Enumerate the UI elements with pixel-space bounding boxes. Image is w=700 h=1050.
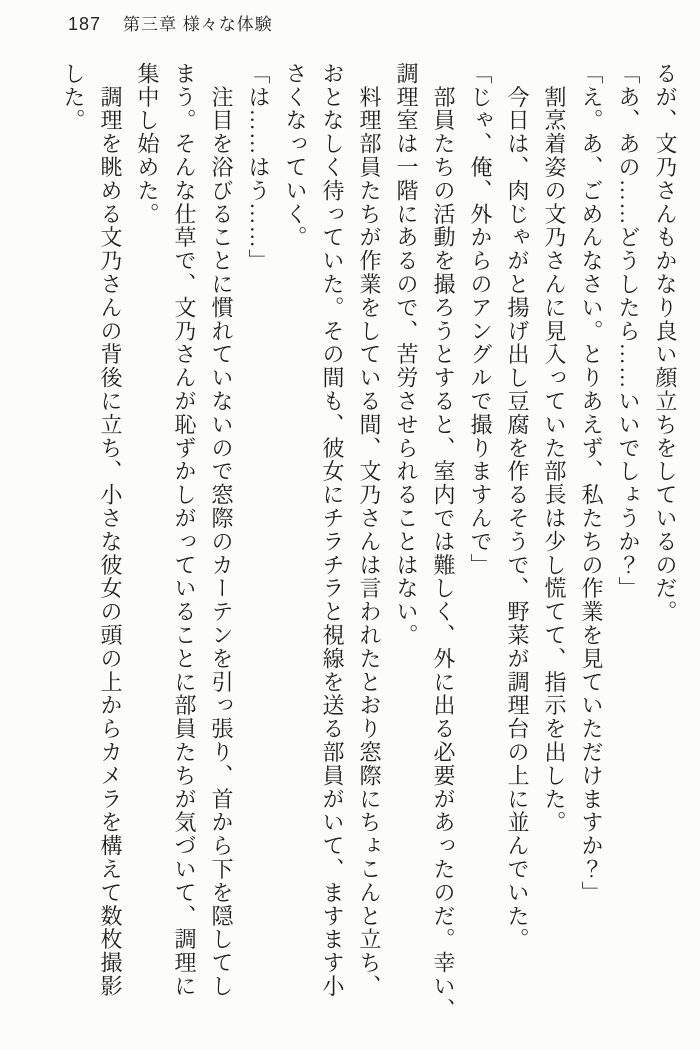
text-column-5: 今日は、肉じゃがと揚げ出し豆腐を作るそうで、野菜が調理台の上に並んでいた。 [505,62,530,952]
text-column-14: まう。そんな仕草で、文乃さんが恥ずかしがっていることに部員たちが気づいて、調理に [172,62,197,998]
text-column-2: 「あ、あの……どうしたら……いいでしょうか？」 [616,62,641,601]
page-header [68,10,273,35]
text-column-15: 集中し始めた。 [135,62,160,226]
page-number: 187 [68,14,102,34]
text-column-10: おとなしく待っていた。その間も、彼女にチラチラと視線を送る部員がいて、ますます小 [320,62,345,998]
text-column-17: した。 [61,62,86,133]
text-column-4: 割烹着姿の文乃さんに見入っていた部長は少し慌てて、指示を出した。 [542,62,567,835]
text-column-12: 「は……はう……」 [246,62,271,273]
text-column-1: るが、文乃さんもかなり良い顔立ちをしているのだ。 [653,62,678,624]
text-column-8: 調理室は一階にあるので、苦労させられることはない。 [394,62,419,647]
text-column-3: 「え。あ、ごめんなさい。とりあえず、私たちの作業を見ていただけますか？」 [579,62,604,905]
text-column-16: 調理を眺める文乃さんの背後に立ち、小さな彼女の頭の上からカメラを構えて数枚撮影 [98,62,123,998]
vertical-text-body [55,62,684,1030]
text-column-13: 注目を浴びることに慣れていないので窓際のカーテンを引っ張り、首から下を隠してし [209,62,234,998]
text-column-7: 部員たちの活動を撮ろうとすると、室内では難しく、外に出る必要があったのだ。幸い、 [431,62,456,1022]
chapter-title: 第三章 様々な体験 [123,15,273,34]
text-column-11: さくなっていく。 [283,62,308,250]
text-column-6: 「じゃ、俺、外からのアングルで撮りますんで」 [468,62,493,577]
text-column-9: 料理部員たちが作業をしている間、文乃さんは言われたとおり窓際にちょこんと立ち、 [357,62,382,998]
